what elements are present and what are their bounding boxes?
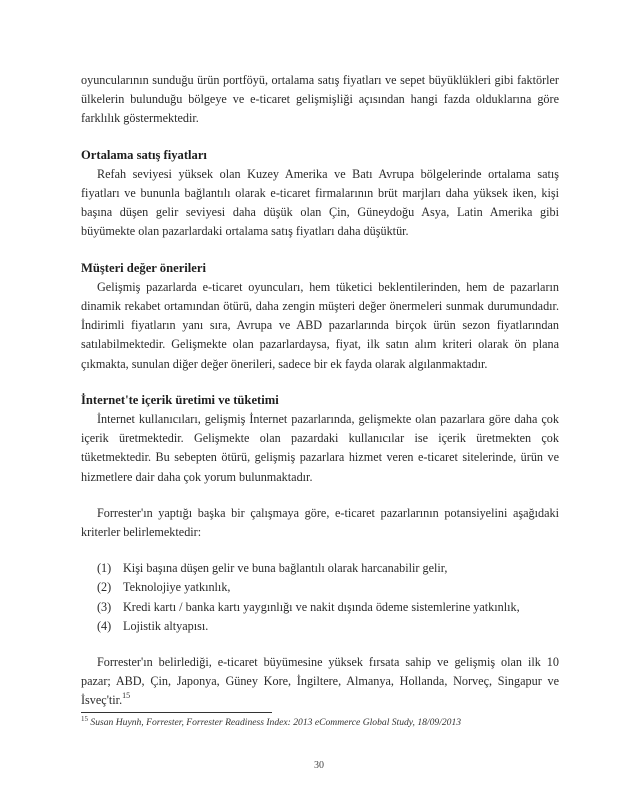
page-content — [81, 71, 559, 711]
page-number: 30 — [314, 760, 324, 771]
list-item-number: (3) — [97, 599, 112, 614]
section-heading-customer-value: Müşteri değer önerileri — [81, 260, 206, 275]
forrester-intro-paragraph: Forrester'ın yaptığı başka bir çalışmaya göre, e-ticaret pazarlarının potansiyelini aşağıdaki kriterler belirlemektedir: — [81, 505, 559, 540]
footnote-number: 15 — [81, 715, 88, 723]
list-item — [81, 578, 559, 597]
section-heading-average-prices: Ortalama satış fiyatları — [81, 147, 207, 162]
closing-paragraph — [81, 653, 559, 711]
list-item-number: (2) — [97, 580, 112, 595]
list-item-number: (1) — [97, 561, 112, 576]
footnote-text: Susan Huynh, Forrester, Forrester Readiness Index: 2013 eCommerce Global Study, 18/09/2013 — [90, 717, 462, 728]
list-item — [81, 598, 559, 617]
section-body-average-prices: Refah seviyesi yüksek olan Kuzey Amerika ve Batı Avrupa bölgelerinde ortalama satış fiyatları ve bununla bağlantılı olarak e-ticaret firmalarının brüt marjları daha yüksek iken, kişi başına düşen gelir seviyesi daha düşük olan Çin, Güneydoğu Asya, Latin Amerika gibi büyümekte olan pazarlardaki ortalama satış fiyatları daha düşüktür. — [81, 166, 559, 239]
footnote-divider — [81, 712, 272, 713]
intro-paragraph: oyuncularının sunduğu ürün portföyü, ortalama satış fiyatları ve sepet büyüklükleri gibi faktörler ülkelerin bulunduğu bölgeye ve e-ticaret gelişmişliği açısından hangi fazda olduklarına göre farklılık göstermektedir. — [81, 73, 559, 126]
list-item — [81, 617, 559, 636]
list-item-text: Kredi kartı / banka kartı yaygınlığı ve nakit dışında ödeme sistemlerine yatkınlık, — [123, 599, 520, 614]
footnote-reference[interactable]: 15 — [122, 691, 131, 701]
section-heading-internet-content: İnternet'te içerik üretimi ve tüketimi — [81, 392, 279, 407]
section-body-customer-value: Gelişmiş pazarlarda e-ticaret oyuncuları, hem tüketici beklentilerinden, hem de pazarların dinamik rekabet ortamından ötürü, daha zengin müşteri değer önermeleri sunmak durumundadır. İndirimli fiyatların yanı sıra, Avrupa ve ABD pazarlarında birçok ürün sezon fiyatlarından satılabilmektedir. Gelişmekte olan pazarlardaysa, fiyat, ilk satın alım kriteri olarak ön plana çıkmakta, sunulan diğer değer önerileri, sadece bir ek fayda olarak algılanmaktadır. — [81, 279, 559, 371]
list-item-text: Kişi başına düşen gelir ve buna bağlantılı olarak harcanabilir gelir, — [123, 561, 448, 576]
list-item-text: Teknolojiye yatkınlık, — [123, 580, 231, 595]
closing-text: Forrester'ın belirlediği, e-ticaret büyümesine yüksek fırsata sahip ve gelişmiş olan ilk 10 pazar; ABD, Çin, Japonya, Güney Kore, İngiltere, Almanya, Hollanda, Norveç, Singapur ve İsveç'tir. — [81, 655, 559, 708]
list-item — [81, 559, 559, 578]
footnote — [81, 716, 559, 729]
section-body-internet-content: İnternet kullanıcıları, gelişmiş İnternet pazarlarında, gelişmekte olan pazarlara göre daha çok içerik üretmektedir. Gelişmekte olan pazardaki kullanıcılar ise içerik üretmekten çok tüketmektedir. Bu sebepten ötürü, gelişmiş pazarlara hizmet veren e-ticaret sitelerinde, ürün ve hizmetlere dair daha çok yorum bulunmaktadır. — [81, 412, 559, 484]
list-item-text: Lojistik altyapısı. — [123, 618, 209, 633]
list-item-number: (4) — [97, 618, 112, 633]
criteria-list — [81, 559, 559, 636]
